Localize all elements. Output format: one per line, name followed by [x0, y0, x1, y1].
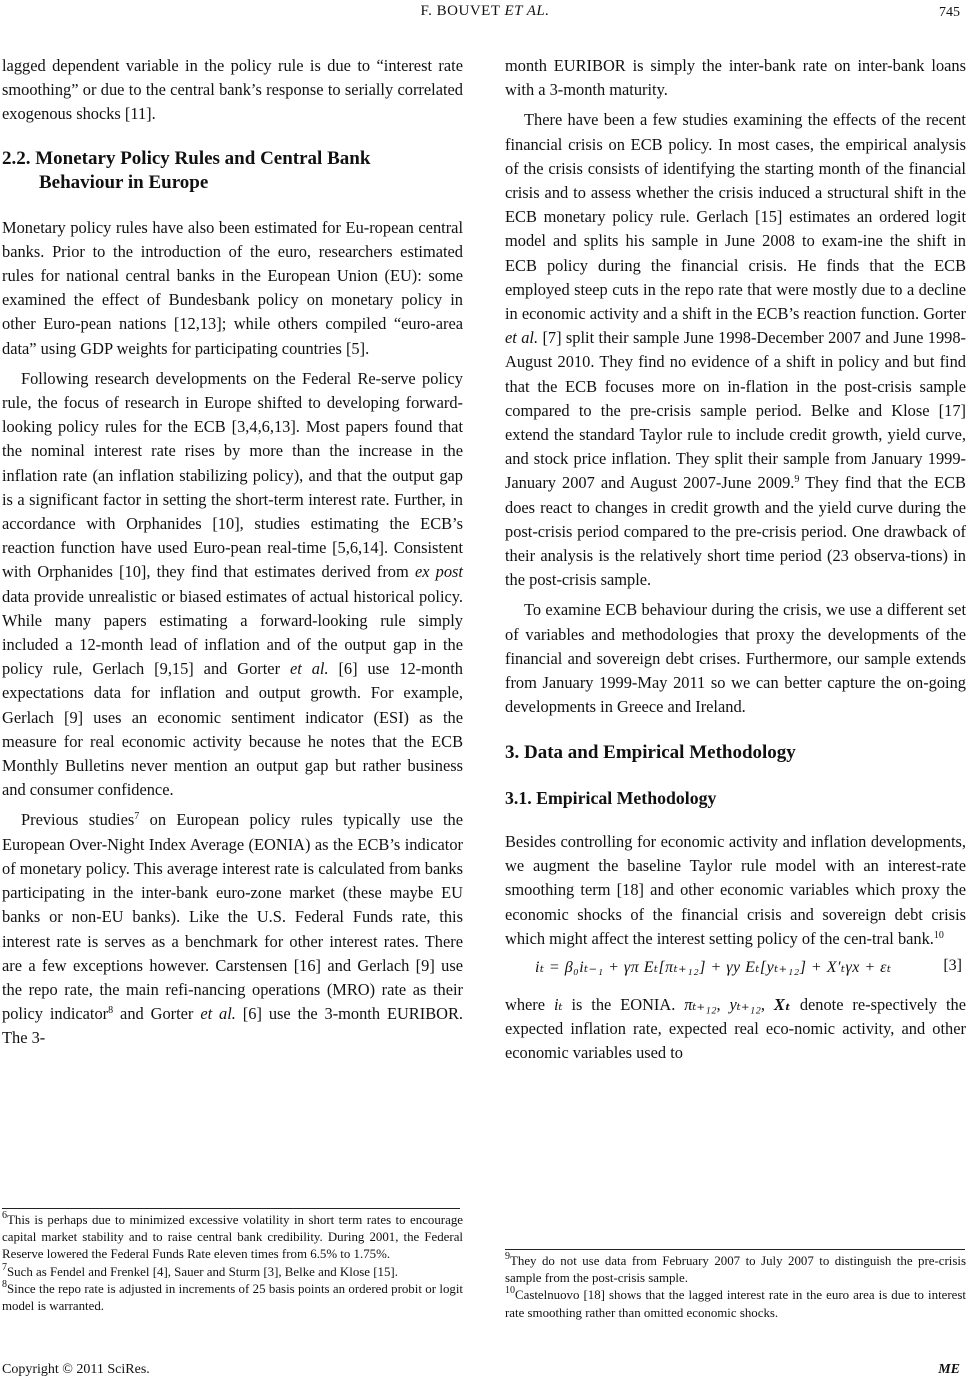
- copyright: Copyright © 2011 SciRes.: [2, 1362, 150, 1377]
- footnotes-left: [2, 1212, 463, 1315]
- equation-3: [505, 951, 966, 987]
- footnote-rule-left: [2, 1208, 460, 1209]
- footnote-7: $^7$Such as Fendel and Frenkel [4], Sauer and Sturm [3], Belke and Klose [15].: [2, 1261, 398, 1279]
- paragraph: To examine ECB behaviour during the crisis, we use a different set of variables and methodologies that proxy the developments of the financial and sovereign debt crises. Furthermore, our sample extends from January 1999-May 2011 so we can better capture the on-going developments in Greece and Ireland.: [505, 600, 966, 717]
- section-heading-3: 3. Data and Empirical Methodology: [505, 742, 796, 764]
- footnote-6: $^6$This is perhaps due to minimized excessive volatility in short term rates to encourage capital market stability and to raise central bank credibility. During 2001, the Federal Reserve lowered the Federal Funds Rate eleven times from 6.5% to 1.75%.: [2, 1210, 463, 1262]
- paragraph: Monetary policy rules have also been estimated for Eu-ropean central banks. Prior to the introduction of the euro, researchers estimated rules for national central banks in the European Union (EU): some examined the effect of Bundesbank policy on monetary policy in other Euro-pean nations [12,13]; while others compiled “euro-area data” using GDP weights for participating countries [5].: [2, 217, 463, 358]
- left-column: [2, 54, 463, 1051]
- section-heading-2-2: 2.2. Monetary Policy Rules and Central Bank Behaviour in Europe: [2, 147, 371, 194]
- page-header: [0, 0, 970, 30]
- paragraph: where iₜ is the EONIA. πₜ₊₁₂, yₜ₊₁₂, Xₜ denote re-spectively the expected inflation rate, expected real eco-nomic activity, and other economic variables used to: [505, 995, 966, 1063]
- right-column: [505, 54, 966, 1066]
- subsection-heading-3-1: 3.1. Empirical Methodology: [505, 787, 717, 808]
- footnotes-right: [505, 1253, 966, 1322]
- running-head-etal: ET AL.: [504, 3, 550, 19]
- footnote-ref-7[interactable]: 7: [134, 811, 140, 823]
- page-number: 745: [939, 5, 960, 20]
- footnote-ref-10[interactable]: 10: [933, 929, 944, 941]
- paragraph: lagged dependent variable in the policy rule is due to “interest rate smoothing” or due to the central bank’s response to serially correlated exogenous shocks [11].: [2, 56, 463, 124]
- journal-abbrev: ME: [938, 1362, 960, 1377]
- running-head: [0, 3, 970, 20]
- footnote-9: $^9$They do not use data from February 2007 to July 2007 to distinguish the pre-crisis sample from the post-crisis sample.: [505, 1251, 966, 1286]
- footnote-10: $^{10}$Castelnuovo [18] shows that the lagged interest rate in the euro area is due to interest rate smoothing rather than omitted economic shocks.: [505, 1285, 966, 1320]
- footnote-ref-9[interactable]: 9: [794, 474, 800, 486]
- footnote-ref-8[interactable]: 8: [108, 1005, 114, 1017]
- footnote-8: $^8$Since the repo rate is adjusted in increments of 25 basis points an ordered probit or logit model is warranted.: [2, 1278, 463, 1314]
- paragraph: Previous studies$^7$ on European policy rules typically use the European Over-Night Index Average (EONIA) as the ECB’s indicator of monetary policy. This average interest rate is calculated from banks participating in the inter-bank euro-zone market (these maybe EU banks or non-EU banks). Like the U.S. Federal Funds rate, this interest rate is serves as a benchmark for other interest rates. There are a few exceptions however. Carstensen [16] and Gerlach [9] use the repo rate, the main refi-nancing operations (MRO) rate as their policy indicator$^8$ and Gorter et al. [6] use the 3-month EURIBOR. The 3-: [2, 810, 463, 1048]
- equation-body: iₜ = β₀iₜ₋₁ + γπ Eₜ[πₜ₊₁₂] + γy Eₜ[yₜ₊₁₂] + X′ₜγx + εₜ: [535, 959, 892, 976]
- paragraph: Besides controlling for economic activity and inflation developments, we augment the baseline Taylor rule model with an interest-rate smoothing term [18] and other economic variables which proxy the economic shocks of the financial crisis and sovereign debt crisis which might affect the interest setting policy of the cen-tral bank.$^{10}$: [505, 831, 966, 948]
- footnote-rule-right: [505, 1249, 965, 1250]
- paragraph: There have been a few studies examining the effects of the recent financial crisis on ECB policy. In most cases, the empirical analysis of the crisis consists of identifying the starting month of the financial crisis and to assess whether the crisis induced a structural shift in the ECB monetary policy rule. Gerlach [15] estimates an ordered logit model and splits his sample in June 2008 to exam-ine the shift in ECB policy during the financial crisis. He finds that the ECB employed steep cuts in the repo rate that were mostly due to a decline in economic activity and a shift in the ECB’s reaction function. Gorter et al. [7] split their sample June 1998-December 2007 and June 1998-August 2010. They find no evidence of a shift in policy and but find that the ECB focuses more on in-flation in the post-crisis sample compared to the pre-crisis sample period. Belke and Klose [17] extend the standard Taylor rule to include credit growth, yield curve, and stock price inflation. They split their sample from January 1999-January 2007 and August 2007-June 2009.$^9$ They find that the ECB does react to changes in credit growth and the yield curve during the post-crisis period compared to the pre-crisis period. One drawback of their analysis is the relatively short time period (23 observa-tions) in the post-crisis sample.: [505, 110, 967, 590]
- paragraph: month EURIBOR is simply the inter-bank rate on inter-bank loans with a 3-month maturity.: [505, 56, 966, 100]
- page-footer: [2, 1362, 960, 1378]
- paragraph: Following research developments on the Federal Re-serve policy rule, the focus of research in Europe shifted to developing forward-looking policy rules for the ECB [3,4,6,13]. Most papers found that the nominal interest rate rises by more than the increase in the inflation rate (an inflation stabilizing policy), and that the output gap is a significant factor in setting the short-term interest rate. Further, in accordance with Orphanides [10], studies estimating the ECB’s reaction function have used Euro-pean real-time [5,6,14]. Consistent with Orphanides [10], they find that estimates derived from ex post data provide unrealistic or biased estimates of actual historical policy. While many papers estimating a forward-looking rule simply included a 12-month lead of inflation and of the output gap in the policy rule, Gerlach [9,15] and Gorter et al. [6] use 12-month expectations data for inflation and output growth. For example, Gerlach [9] uses an economic sentiment indicator (ESI) as the measure for real economic activity because he notes that the ECB Monthly Bulletins never mention an output gap but rather business and consumer confidence.: [2, 368, 463, 800]
- equation-number: [3]: [943, 957, 962, 974]
- running-head-authors: F. BOUVET: [420, 3, 501, 19]
